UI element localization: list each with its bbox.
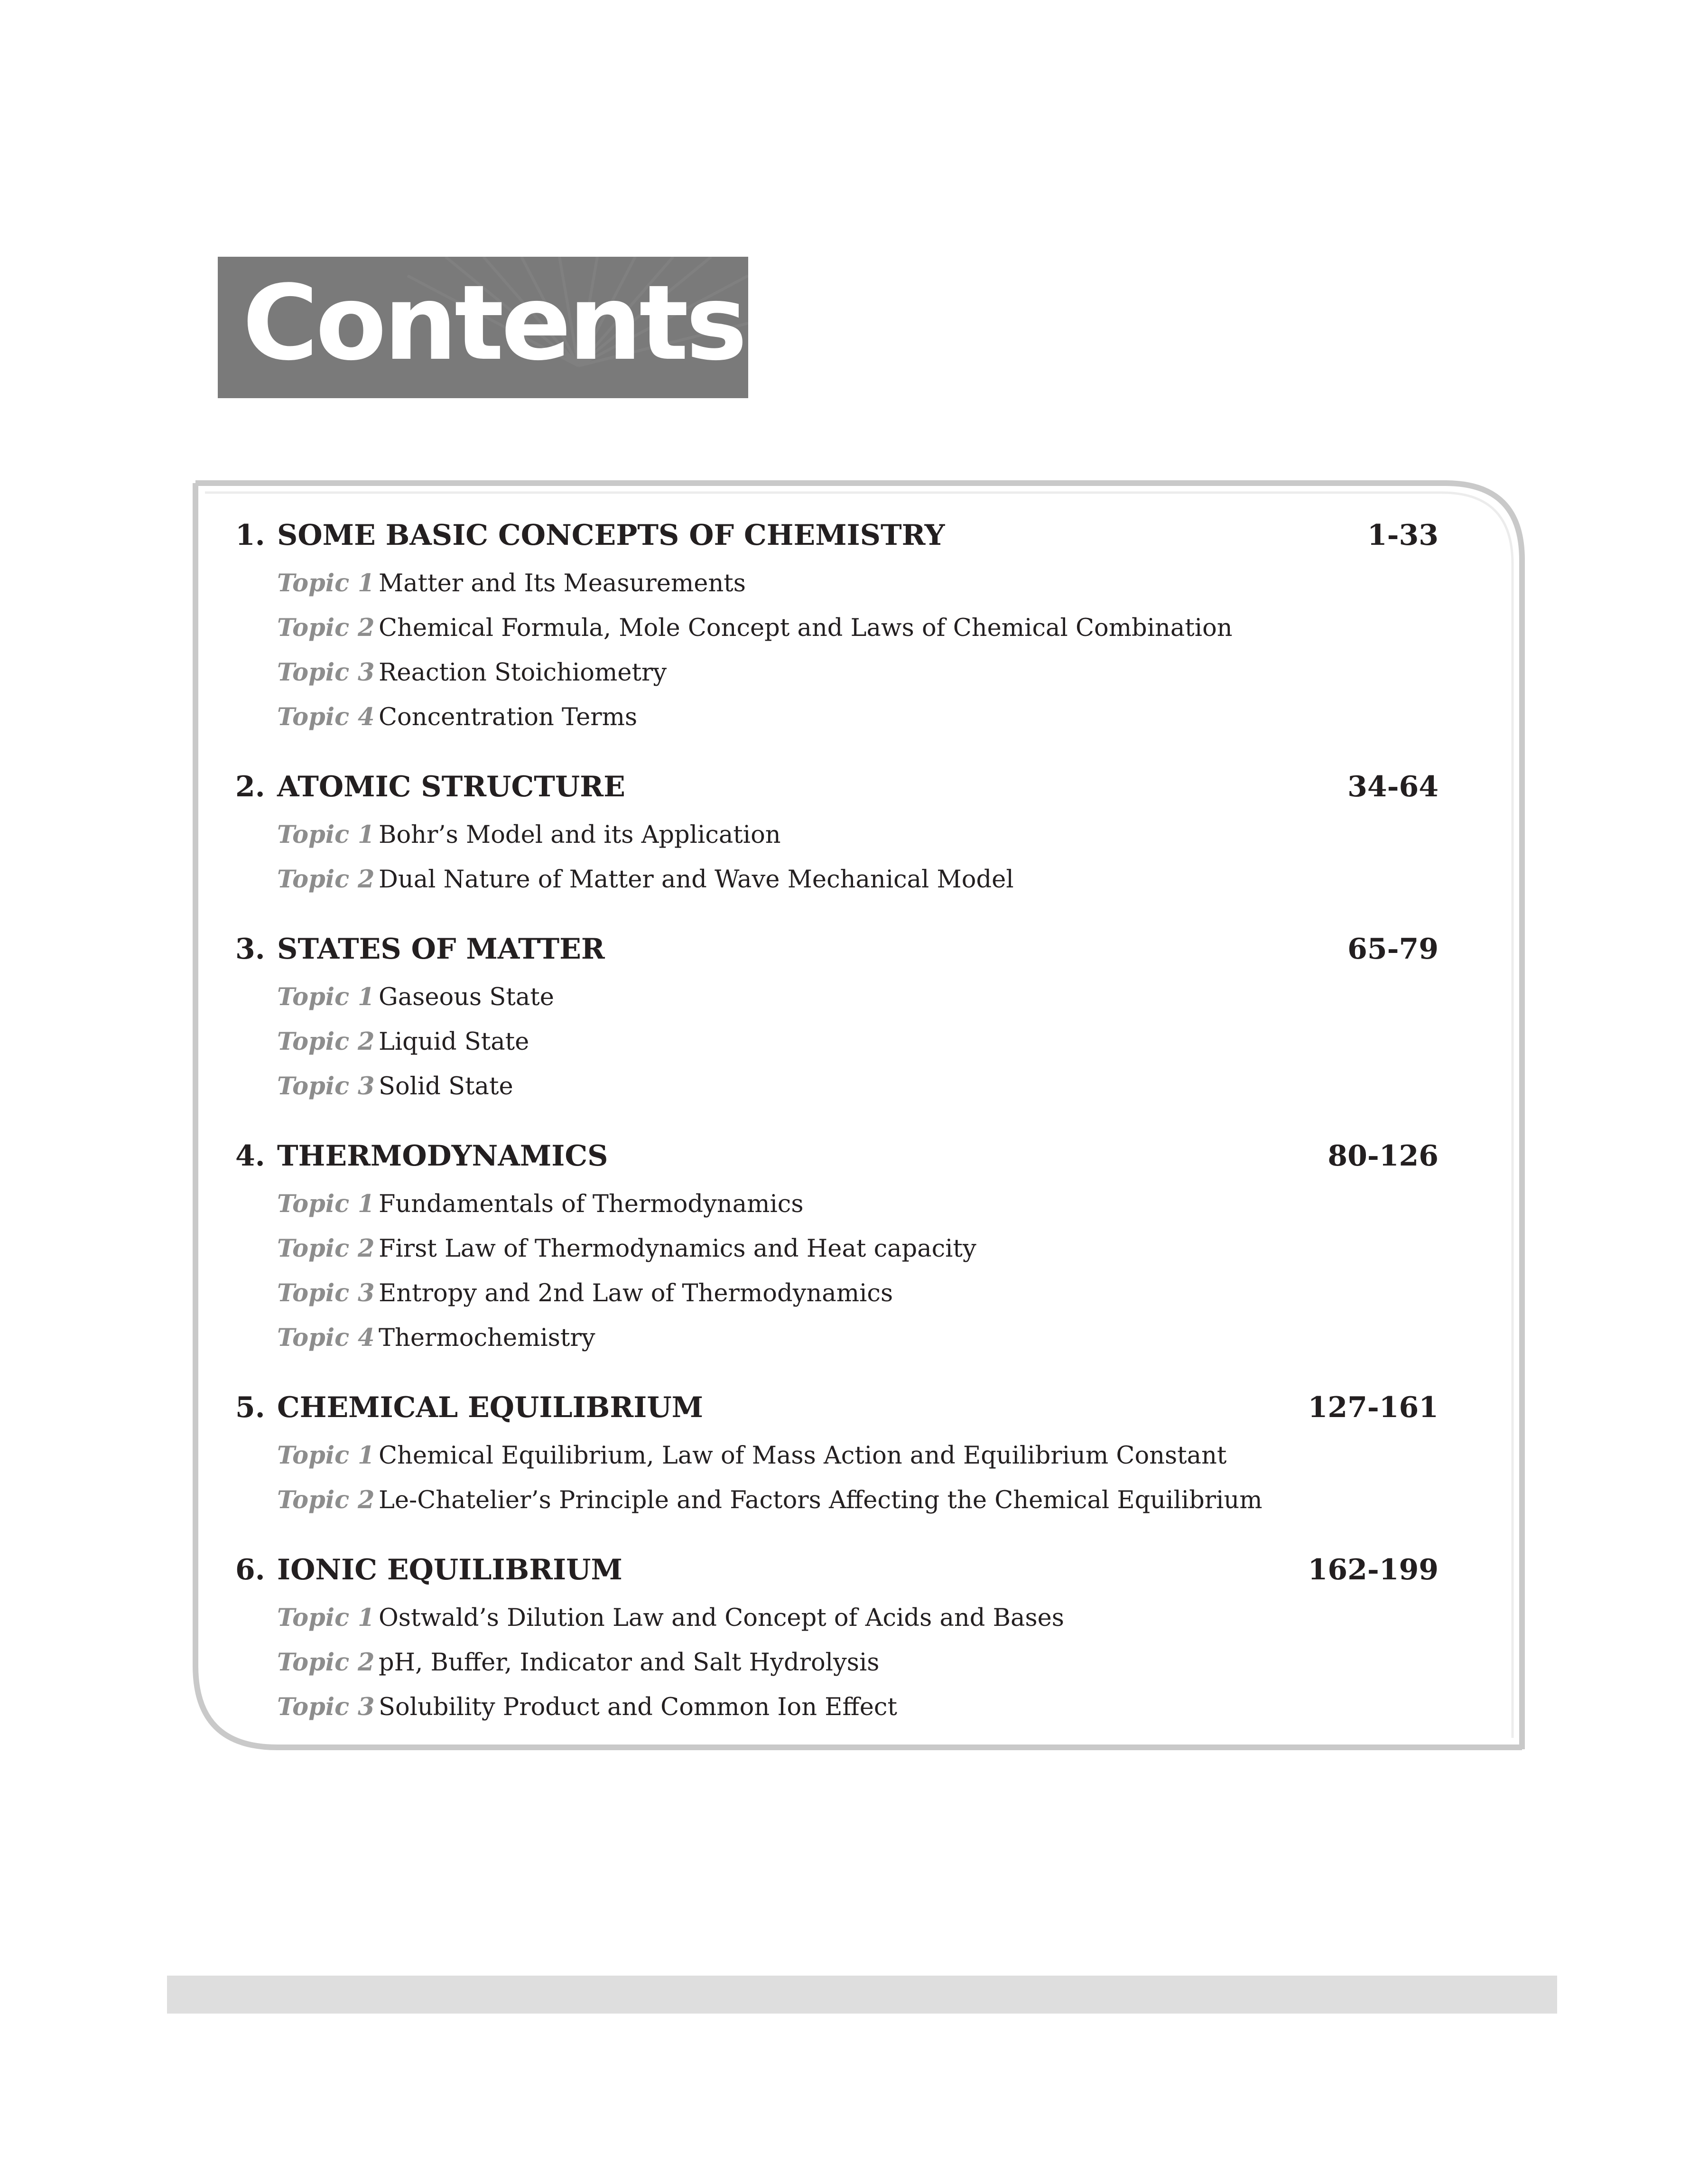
topic-row [235, 1640, 1450, 1685]
topic-label: Topic 2 [277, 865, 375, 894]
topic-label: Topic 2 [277, 1234, 375, 1263]
topic-label: Topic 4 [277, 703, 375, 731]
chapter-page-range: 65-79 [1347, 933, 1439, 966]
topic-row [235, 1433, 1450, 1478]
chapter-page-range: 162-199 [1308, 1553, 1439, 1586]
chapter-entry [235, 1130, 1450, 1360]
topic-row [235, 1019, 1450, 1064]
topic-row [235, 1478, 1450, 1522]
topic-title: Solid State [379, 1073, 513, 1101]
topic-row [235, 1595, 1450, 1640]
chapter-entry [235, 510, 1450, 739]
table-of-contents [235, 510, 1450, 1751]
topic-label: Topic 2 [277, 1648, 375, 1677]
chapter-title: THERMODYNAMICS [277, 1139, 608, 1173]
topic-row [235, 1271, 1450, 1315]
topic-title: Liquid State [379, 1028, 529, 1056]
chapter-page-range: 1-33 [1367, 519, 1439, 552]
topic-row [235, 561, 1450, 606]
chapter-heading [235, 924, 1450, 975]
topic-row [235, 857, 1450, 902]
topic-row [235, 1182, 1450, 1226]
topic-row [235, 1064, 1450, 1109]
page-title: Contents [242, 263, 745, 383]
topic-label: Topic 3 [277, 1072, 375, 1101]
topic-label: Topic 4 [277, 1324, 375, 1352]
chapter-number: 4. [235, 1139, 265, 1173]
topic-label: Topic 2 [277, 1027, 375, 1056]
topic-label: Topic 3 [277, 658, 375, 687]
topic-row [235, 1685, 1450, 1729]
topic-label: Topic 1 [277, 1441, 375, 1470]
chapter-heading [235, 1544, 1450, 1595]
topic-title: First Law of Thermodynamics and Heat capacity [379, 1235, 976, 1263]
topic-title: Bohr’s Model and its Application [379, 821, 781, 849]
topic-title: Thermochemistry [379, 1324, 595, 1352]
topic-title: Chemical Formula, Mole Concept and Laws of Chemical Combination [379, 614, 1233, 642]
chapter-number: 2. [235, 770, 265, 803]
topic-label: Topic 2 [277, 1486, 375, 1514]
topic-label: Topic 3 [277, 1693, 375, 1721]
topic-title: Reaction Stoichiometry [379, 659, 667, 687]
chapter-entry [235, 1544, 1450, 1729]
chapter-title: STATES OF MATTER [277, 933, 605, 966]
topic-label: Topic 1 [277, 1604, 375, 1632]
chapter-number: 3. [235, 933, 265, 966]
chapter-heading [235, 1382, 1450, 1433]
topic-title: Entropy and 2nd Law of Thermodynamics [379, 1279, 893, 1307]
topic-label: Topic 1 [277, 1190, 375, 1218]
chapter-entry [235, 924, 1450, 1109]
chapter-page-range: 34-64 [1347, 770, 1439, 803]
topic-title: pH, Buffer, Indicator and Salt Hydrolysis [379, 1649, 880, 1677]
topic-row [235, 1226, 1450, 1271]
contents-title-banner [218, 257, 748, 398]
chapter-title: ATOMIC STRUCTURE [277, 770, 625, 803]
chapter-page-range: 127-161 [1308, 1391, 1439, 1424]
chapter-title: IONIC EQUILIBRIUM [277, 1553, 622, 1586]
topic-title: Gaseous State [379, 983, 554, 1011]
topic-title: Le-Chatelier’s Principle and Factors Affecting the Chemical Equilibrium [379, 1486, 1262, 1514]
chapter-title: SOME BASIC CONCEPTS OF CHEMISTRY [277, 519, 945, 552]
topic-label: Topic 3 [277, 1279, 375, 1307]
chapter-entry [235, 761, 1450, 902]
chapter-heading [235, 1130, 1450, 1182]
topic-title: Concentration Terms [379, 703, 638, 731]
topic-label: Topic 1 [277, 569, 375, 597]
topic-title: Ostwald’s Dilution Law and Concept of Acids and Bases [379, 1604, 1064, 1632]
chapter-number: 6. [235, 1553, 265, 1586]
topic-title: Fundamentals of Thermodynamics [379, 1190, 804, 1218]
topic-label: Topic 2 [277, 614, 375, 642]
chapter-number: 1. [235, 519, 265, 552]
chapter-heading [235, 510, 1450, 561]
chapter-page-range: 80-126 [1327, 1139, 1439, 1173]
chapter-heading [235, 761, 1450, 812]
topic-row [235, 1315, 1450, 1360]
topic-label: Topic 1 [277, 983, 375, 1011]
topic-row [235, 695, 1450, 739]
topic-title: Dual Nature of Matter and Wave Mechanical Model [379, 866, 1014, 894]
topic-title: Matter and Its Measurements [379, 569, 746, 597]
topic-row [235, 650, 1450, 695]
chapter-entry [235, 1382, 1450, 1522]
topic-title: Chemical Equilibrium, Law of Mass Action and Equilibrium Constant [379, 1442, 1227, 1470]
topic-row [235, 812, 1450, 857]
footer-bar [167, 1976, 1557, 2014]
topic-row [235, 975, 1450, 1019]
topic-row [235, 606, 1450, 650]
topic-label: Topic 1 [277, 821, 375, 849]
topic-title: Solubility Product and Common Ion Effect [379, 1693, 897, 1721]
chapter-number: 5. [235, 1391, 265, 1424]
chapter-title: CHEMICAL EQUILIBRIUM [277, 1391, 704, 1424]
